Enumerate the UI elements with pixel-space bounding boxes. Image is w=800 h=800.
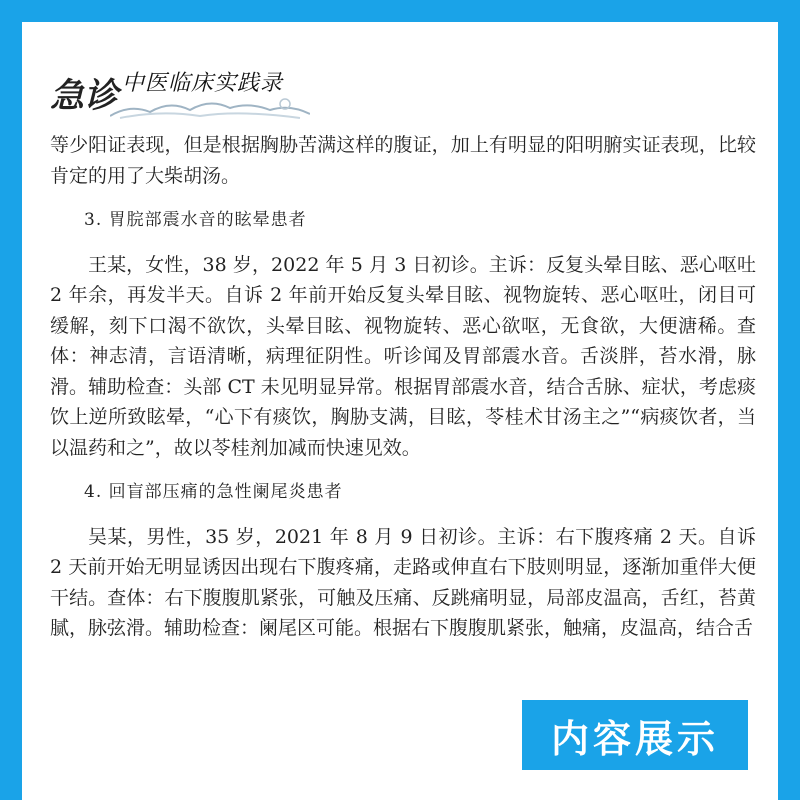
case4-paragraph: 吴某，男性，35 岁，2021 年 8 月 9 日初诊。主诉：右下腹疼痛 2 天。自诉 2 天前开始无明显诱因出现右下腹疼痛，走路或伸直右下肢则明显，逐渐加重伴大便干结。查体：右下腹腹肌紧张，可触及压痛、反跳痛明显，局部皮温高，舌红，苔黄腻，脉弦滑。辅助检查：阑尾区可能。根据右下腹腹肌紧张，触痛，皮温高，结合舌: [50, 525, 756, 639]
book-logo-text: 急诊: [50, 76, 118, 116]
content-preview-badge: 内容展示: [522, 700, 748, 770]
case3-heading: 3. 胃脘部震水音的眩晕患者: [84, 210, 307, 230]
page-body: [50, 130, 756, 644]
mountain-cloud-icon: [110, 96, 310, 120]
continuation-paragraph: 等少阳证表现，但是根据胸胁苦满这样的腹证，加上有明显的阳明腑实证表现，比较肯定的用了大柴胡汤。: [50, 134, 756, 187]
case4-heading: 4. 回盲部压痛的急性阑尾炎患者: [84, 482, 343, 502]
book-page: [22, 22, 778, 800]
series-title: 中医临床实践录: [122, 71, 284, 96]
book-header: [50, 54, 310, 124]
case3-paragraph: 王某，女性，38 岁，2022 年 5 月 3 日初诊。主诉：反复头晕目眩、恶心呕吐 2 年余，再发半天。自诉 2 年前开始反复头晕目眩、视物旋转、恶心呕吐，闭目可缓解，刻下口渴不欲饮，头晕目眩、视物旋转、恶心欲呕，无食欲，大便溏稀。查体：神志清，言语清晰，病理征阴性。听诊闻及胃部震水音。舌淡胖，苔水滑，脉滑。辅助检查：头部 CT 未见明显异常。根据胃部震水音，结合舌脉、症状，考虑痰饮上逆所致眩晕，“心下有痰饮，胸胁支满，目眩，苓桂术甘汤主之”“病痰饮者，当以温药和之”，故以苓桂剂加减而快速见效。: [50, 253, 756, 459]
